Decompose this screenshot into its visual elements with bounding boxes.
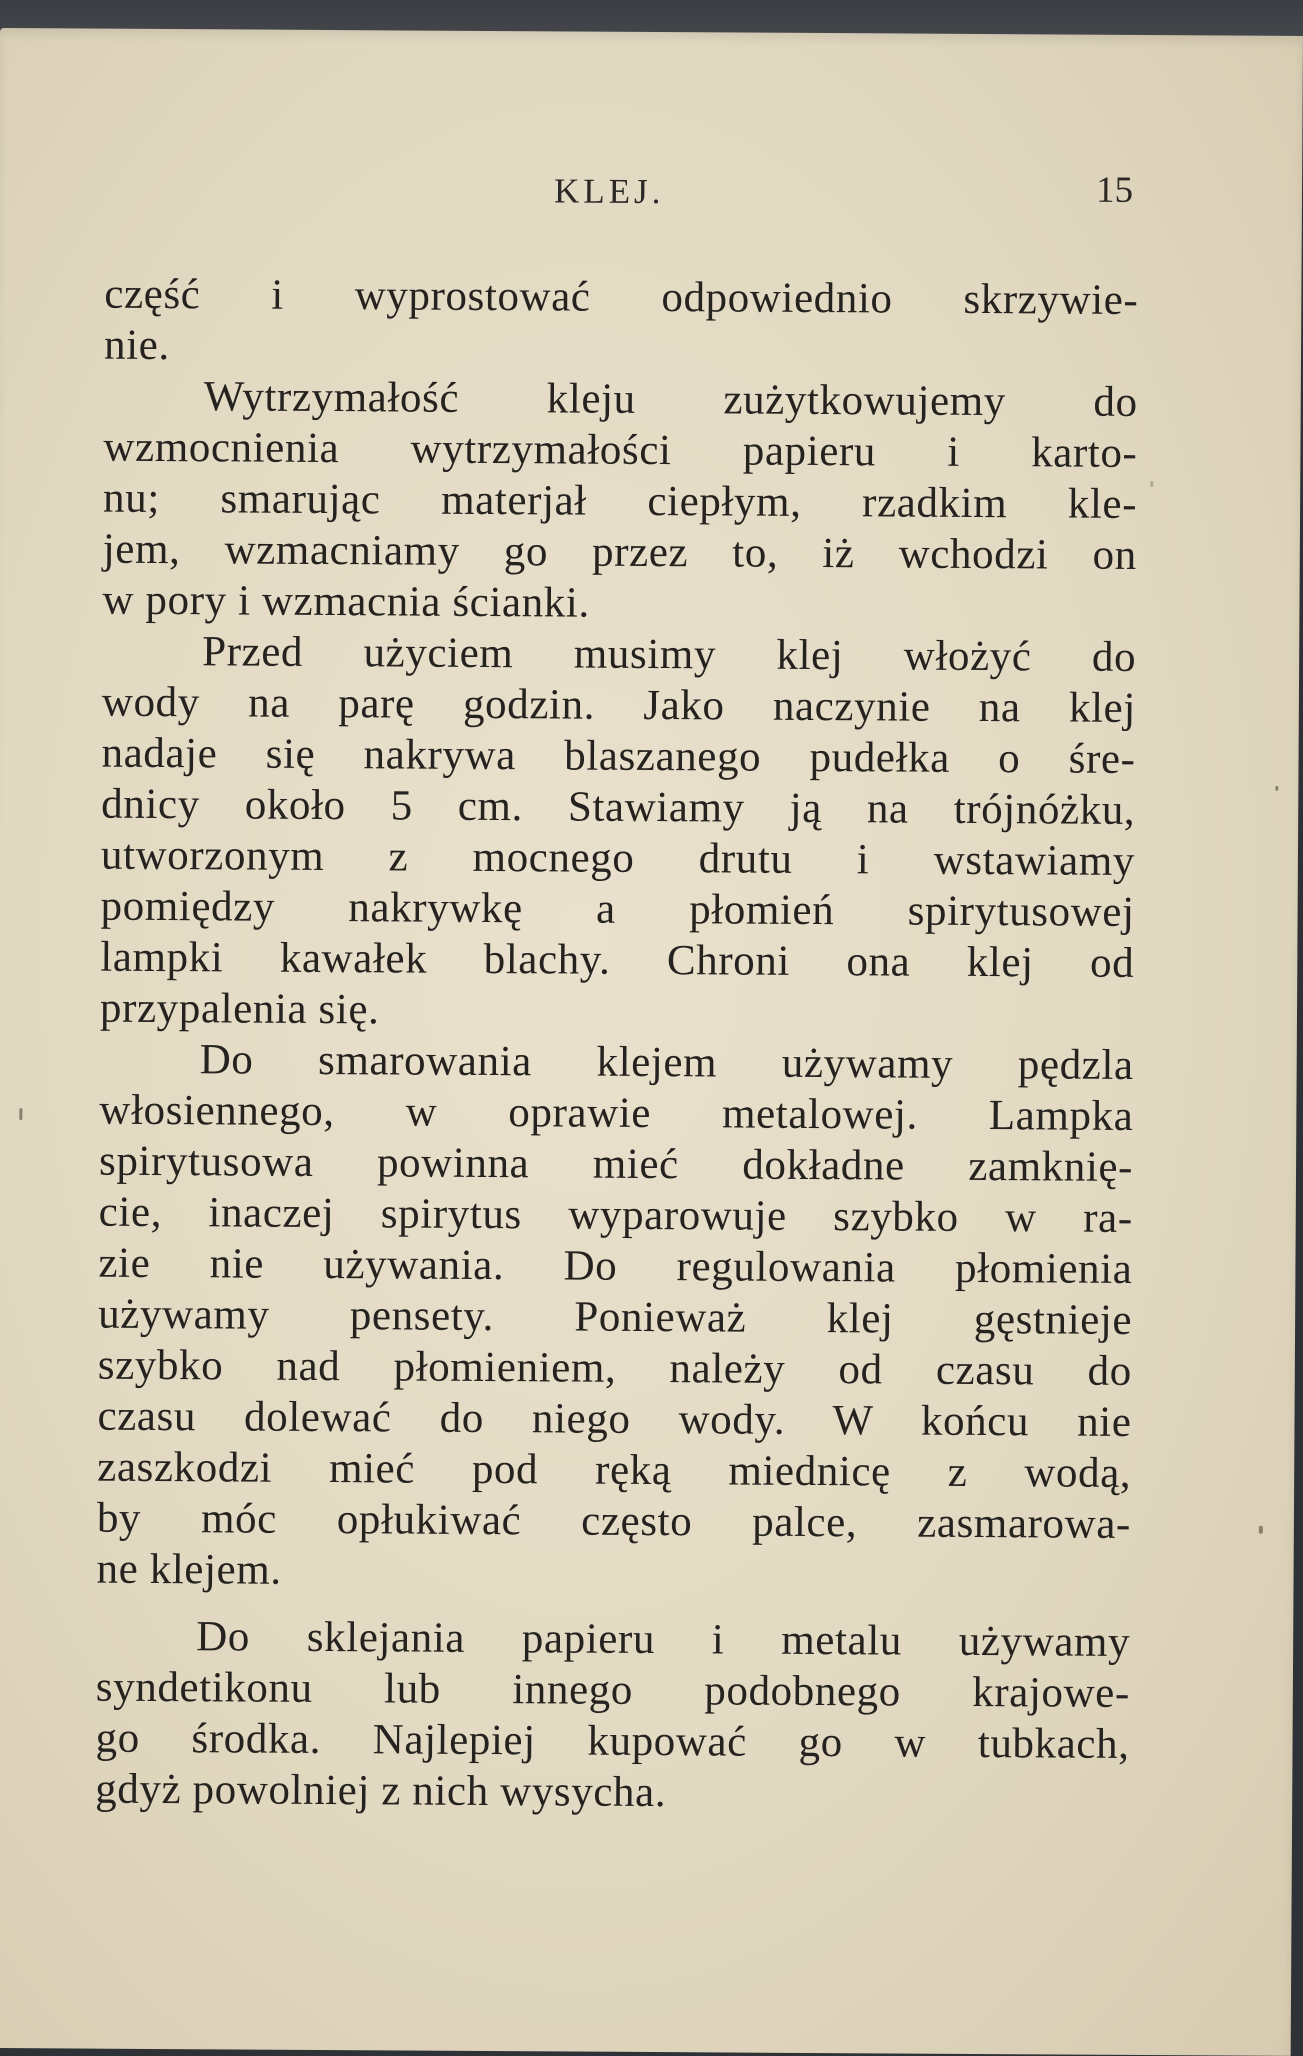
paper-speck [1259,1526,1263,1534]
paragraph [96,1034,1133,1601]
text-line: utworzonym z mocnego drutu i wstawiamy [100,831,1136,885]
text-line: zie nie używania. Do regulowania płomienia [98,1239,1133,1293]
text-line: lampki kawałek blachy. Chroni ona klej od [100,933,1135,987]
text-line: ne klejem. [96,1545,282,1594]
text-line: by móc opłukiwać często palce, zasmarowa- [96,1494,1132,1548]
text-line: go środka. Najlepiej kupować go w tubkach, [95,1714,1130,1768]
paragraph [100,626,1136,1040]
text-line: szybko nad płomieniem, należy od czasu do [97,1341,1132,1395]
text-line: Wytrzymałość kleju zużytkowujemy do [203,373,1138,426]
text-line: nu; smarując materjał ciepłym, rzadkim kle- [102,474,1138,528]
text-line: jem, wzmacniamy go przez to, iż wchodzi on [102,525,1137,579]
text-line: czasu dolewać do niego wody. W końcu nie [97,1392,1132,1446]
paragraph [104,269,1139,377]
body-text [95,269,1138,1821]
book-page [0,28,1303,2056]
text-line: używamy pensety. Ponieważ klej gęstnieje [98,1290,1133,1344]
text-line: Do sklejania papieru i metalu używamy [196,1613,1131,1666]
text-line: włosiennego, w oprawie metalowej. Lampka [99,1086,1134,1140]
text-line: nie. [103,321,170,370]
text-line: w pory i wzmacnia ścianki. [102,576,590,627]
text-line: spirytusowa powinna mieć dokładne zamknię- [98,1137,1134,1191]
running-head [0,150,1302,218]
paper-speck [19,1108,22,1120]
text-line: cie, inaczej spirytus wyparowuje szybko w ra- [98,1188,1133,1242]
running-title: KLEJ. [553,171,665,212]
text-line: syndetikonu lub innego podobnego krajowe- [95,1663,1130,1717]
text-line: zaszkodzi mieć pod ręką miednicę z wodą, [97,1443,1132,1497]
text-line: gdyż powolniej z nich wysycha. [95,1765,667,1817]
text-line: nadaje się nakrywa blaszanego pudełka o śre- [101,729,1136,783]
text-line: pomiędzy nakrywkę a płomień spirytusowej [100,882,1135,936]
paragraph [95,1611,1130,1821]
paragraph [102,371,1138,632]
text-line: wzmocnienia wytrzymałości papieru i karto- [103,423,1138,477]
paper-speck [1275,786,1278,791]
text-line: Przed użyciem musimy klej włożyć do [202,628,1137,681]
text-line: wody na parę godzin. Jako naczynie na klej [101,678,1137,732]
text-line: dnicy około 5 cm. Stawiamy ją na trójnóżku, [101,780,1136,834]
text-line: Do smarowania klejem używamy pędzla [199,1036,1134,1089]
page-number: 15 [1095,169,1134,211]
paper-speck [1150,481,1153,487]
text-line: część i wyprostować odpowiednio skrzywie- [104,270,1139,324]
text-line: przypalenia się. [99,984,380,1034]
